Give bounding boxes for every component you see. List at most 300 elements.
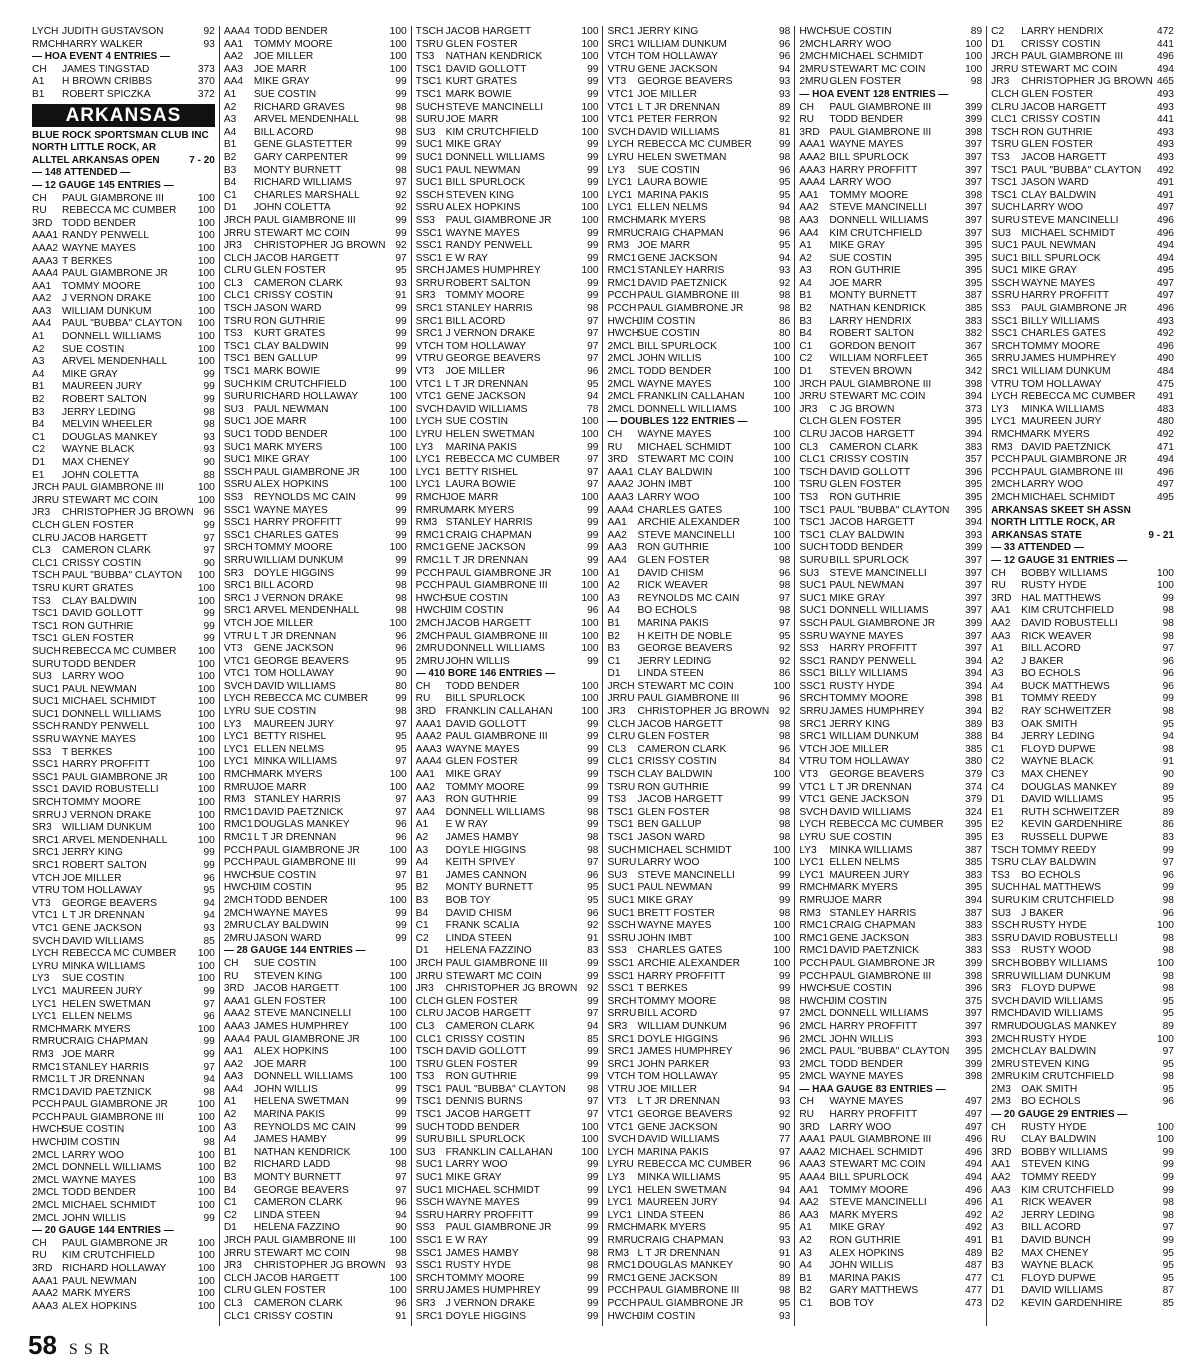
result-row <box>799 152 982 165</box>
score: 99 <box>395 517 407 529</box>
result-row <box>416 1311 599 1324</box>
result-row <box>607 668 790 681</box>
score: 490 <box>1156 353 1174 365</box>
result-row <box>991 920 1174 933</box>
score: 99 <box>587 655 599 667</box>
score: 100 <box>581 567 599 579</box>
result-row <box>224 568 407 581</box>
shooter-name: JOHN WILLIS <box>829 1260 894 1272</box>
result-row <box>416 442 599 455</box>
shooter-name: DONNELL WILLIAMS <box>253 1071 354 1083</box>
score: 96 <box>778 567 791 579</box>
class-code: C1 <box>799 1297 813 1309</box>
shooter-name: TOMMY MOORE <box>1021 340 1101 352</box>
class-code: RMC1 <box>607 265 637 277</box>
class-code: VTC1 <box>607 101 634 113</box>
shooter-name: MICHAEL SCHMIDT <box>445 1184 540 1196</box>
result-row <box>799 416 982 429</box>
result-row <box>799 114 982 127</box>
result-row <box>799 593 982 606</box>
result-row <box>416 530 599 543</box>
score: 99 <box>587 441 599 453</box>
result-row <box>991 996 1174 1009</box>
score: 80 <box>778 328 791 340</box>
class-code: RMRU <box>223 781 255 793</box>
score: 99 <box>587 781 599 793</box>
score: 100 <box>197 708 215 720</box>
shooter-name: MICHAEL SCHMIDT <box>829 1146 924 1158</box>
result-row <box>607 895 790 908</box>
result-row <box>416 769 599 782</box>
result-row <box>224 555 407 568</box>
class-code: VTC1 <box>607 114 634 126</box>
score: 89 <box>970 26 983 37</box>
shooter-name: HELENA FAZZINO <box>445 945 532 957</box>
shooter-name: BOB TOY <box>445 894 491 906</box>
class-code: C1 <box>223 1197 237 1209</box>
class-code: AA4 <box>223 1083 244 1095</box>
result-row <box>224 983 407 996</box>
class-code: AA3 <box>991 1184 1011 1196</box>
result-row <box>799 756 982 769</box>
shooter-name: HELEN SWETMAN <box>637 151 727 163</box>
shooter-name: SUE COSTIN <box>637 328 700 340</box>
result-row <box>32 1137 215 1150</box>
score: 472 <box>1156 26 1174 37</box>
result-row <box>224 190 407 203</box>
shooter-name: DONNELL WILLIAMS <box>637 403 737 415</box>
shooter-name: GENE JACKSON <box>253 643 334 655</box>
shooter-name: ROBERT SALTON <box>62 860 147 871</box>
result-row <box>416 731 599 744</box>
score: 497 <box>1156 479 1174 491</box>
shooter-name: GEORGE BEAVERS <box>445 353 541 365</box>
shooter-name: SUE COSTIN <box>253 957 317 969</box>
result-row <box>607 404 790 417</box>
shooter-name: ALEX HOPKINS <box>253 479 329 491</box>
result-row <box>224 39 407 52</box>
score: 90 <box>1162 769 1174 781</box>
shooter-name: CRISSY COSTIN <box>253 290 333 302</box>
shoot-info: NORTH LITTLE ROCK, AR <box>32 142 157 154</box>
result-row <box>607 1071 790 1084</box>
score: 95 <box>1162 1272 1174 1284</box>
result-row <box>32 1150 215 1163</box>
class-code: SRC1 <box>607 38 635 50</box>
shooter-name: JACOB HARGETT <box>1021 151 1107 163</box>
result-row <box>607 1235 790 1248</box>
class-code: RU <box>415 693 431 705</box>
score: 100 <box>773 844 791 856</box>
class-code: RU <box>32 205 47 217</box>
shooter-name: PAUL GIAMBRONE III <box>445 580 548 592</box>
shooter-name: WILLIAM DUNKUM <box>1021 366 1111 378</box>
score: 95 <box>1162 718 1174 730</box>
class-code: SUC1 <box>607 907 635 919</box>
result-row <box>224 933 407 946</box>
result-row <box>991 1096 1174 1109</box>
shooter-name: PETER FERRON <box>637 114 718 126</box>
class-code: VTRU <box>607 1083 636 1095</box>
result-row <box>416 505 599 518</box>
shooter-name: JIM COSTIN <box>445 605 504 617</box>
result-row <box>224 228 407 241</box>
score: 493 <box>1156 126 1174 138</box>
shooter-name: MAUREEN JURY <box>62 985 143 997</box>
score: 99 <box>587 76 599 88</box>
score: 99 <box>587 769 599 781</box>
class-code: AA2 <box>607 529 627 541</box>
score: 99 <box>395 932 407 944</box>
class-code: C2 <box>799 353 813 365</box>
shooter-name: CHARLES GATES <box>1021 328 1106 340</box>
result-row <box>799 1122 982 1135</box>
shooter-name: JOE MARR <box>445 114 499 126</box>
score: 100 <box>197 1149 215 1161</box>
class-code: SS3 <box>223 491 244 503</box>
score: 497 <box>1156 290 1174 302</box>
class-code: TSC1 <box>991 189 1018 201</box>
result-row <box>991 265 1174 278</box>
class-code: C1 <box>223 189 237 201</box>
result-row <box>224 26 407 39</box>
score: 97 <box>395 1184 407 1196</box>
result-row <box>32 381 215 394</box>
class-code: B2 <box>223 1159 237 1171</box>
result-row <box>416 933 599 946</box>
result-row <box>991 794 1174 807</box>
result-row <box>32 457 215 470</box>
shooter-name: DAVID WILLIAMS <box>637 1134 720 1146</box>
result-row <box>416 693 599 706</box>
shooter-name: REBECCA MC CUMBER <box>445 454 560 466</box>
score: 99 <box>587 1235 599 1246</box>
result-row <box>991 177 1174 190</box>
shooter-name: BETTY RISHEL <box>253 731 327 743</box>
shooter-name: HELENA SWETMAN <box>253 1096 349 1108</box>
shooter-name: PAUL NEWMAN <box>62 683 137 695</box>
score: 94 <box>778 1184 791 1196</box>
score: 99 <box>778 882 791 894</box>
shooter-name: LAURA BOWIE <box>637 177 708 189</box>
class-code: D1 <box>607 668 621 680</box>
result-row <box>607 605 790 618</box>
result-row <box>224 593 407 606</box>
result-row <box>607 580 790 593</box>
shooter-name: MARINA PAKIS <box>445 441 517 453</box>
score: 100 <box>197 973 215 985</box>
class-code: TSC1 <box>799 529 826 541</box>
shooter-name: BILL ACORD <box>1021 643 1081 655</box>
class-code: LYC1 <box>607 177 633 189</box>
class-code: SU3 <box>415 126 436 138</box>
result-row <box>607 568 790 581</box>
score: 496 <box>1156 227 1174 239</box>
class-code: AA1 <box>223 1046 244 1058</box>
results-column <box>220 26 412 1326</box>
class-code: AA2 <box>991 617 1011 629</box>
class-code: SVCH <box>991 995 1020 1007</box>
score: 496 <box>1156 214 1174 226</box>
score: 100 <box>581 630 599 642</box>
class-code: CLRU <box>223 1285 252 1297</box>
shooter-name: TOMMY REEDY <box>1021 844 1097 856</box>
shooter-name: L T JR DRENNAN <box>253 832 337 843</box>
result-row <box>416 819 599 832</box>
score: 98 <box>1162 1197 1174 1209</box>
class-code: 3RD <box>607 454 628 466</box>
class-code: JRCH <box>223 1235 251 1246</box>
score: 99 <box>395 1121 407 1133</box>
class-code: RMCH <box>415 491 447 503</box>
shooter-name: DAVID PAETZNICK <box>1021 441 1111 453</box>
score: 383 <box>965 932 983 944</box>
shooter-name: C JG BROWN <box>829 403 895 415</box>
shooter-name: CAMERON CLARK <box>637 743 727 755</box>
score: 100 <box>773 441 791 453</box>
shooter-name: BILL SPURLOCK <box>637 340 717 352</box>
score: 99 <box>203 847 215 859</box>
result-row <box>224 492 407 505</box>
shooter-name: PAUL GIAMBRONE III <box>62 1111 164 1123</box>
result-row <box>416 1197 599 1210</box>
class-code: CH <box>32 1237 47 1249</box>
class-code: PCCH <box>799 970 829 982</box>
score: 100 <box>389 542 407 554</box>
result-row <box>799 1222 982 1235</box>
score: 97 <box>395 869 407 881</box>
class-code: RMRU <box>415 504 447 516</box>
score: 99 <box>587 227 599 239</box>
result-row <box>799 278 982 291</box>
result-row <box>32 1162 215 1175</box>
score: 100 <box>773 529 791 541</box>
result-row <box>416 467 599 480</box>
shoot-title-line <box>32 155 215 168</box>
shooter-name: WILLIAM DUNKUM <box>1021 970 1111 982</box>
score: 99 <box>587 517 599 529</box>
shooter-name: STEWART MC COIN <box>253 1247 350 1259</box>
class-code: A3 <box>991 1222 1004 1234</box>
score: 99 <box>395 328 407 340</box>
score: 98 <box>778 819 791 831</box>
class-code: B4 <box>415 907 429 919</box>
class-code: SRCH <box>415 1272 445 1284</box>
score: 397 <box>965 605 983 617</box>
class-code: SR3 <box>991 983 1011 995</box>
result-row <box>416 882 599 895</box>
result-row <box>224 152 407 165</box>
result-row <box>799 782 982 795</box>
class-code: 2M3 <box>991 1083 1011 1095</box>
shooter-name: REBECCA MC CUMBER <box>62 645 177 657</box>
shooter-name: JAMES HUMPHREY <box>445 1285 541 1297</box>
result-row <box>607 845 790 858</box>
score: 96 <box>395 1197 407 1209</box>
score: 95 <box>778 177 791 189</box>
class-code: CLCH <box>415 995 444 1007</box>
score: 484 <box>1156 366 1174 378</box>
score: 99 <box>203 633 215 645</box>
score: 100 <box>1156 580 1174 592</box>
result-row <box>607 1084 790 1097</box>
shooter-name: JASON WARD <box>1021 177 1089 189</box>
class-code: LYC1 <box>607 1197 633 1209</box>
class-code: TS3 <box>415 51 435 63</box>
score: 100 <box>197 1124 215 1136</box>
class-code: RMC1 <box>223 819 253 831</box>
shooter-name: TODD BENDER <box>253 429 328 440</box>
score: 100 <box>389 970 407 982</box>
score: 97 <box>778 1008 791 1020</box>
class-code: TSC1 <box>223 353 250 365</box>
class-code: CH <box>223 957 239 969</box>
score: 100 <box>773 378 791 390</box>
result-row <box>607 89 790 102</box>
score: 98 <box>1162 983 1174 995</box>
class-code: VTC1 <box>799 781 826 793</box>
shooter-name: FLOYD DUPWE <box>1021 983 1096 995</box>
shooter-name: GLEN FOSTER <box>445 995 518 1007</box>
shooter-name: KEVIN GARDENHIRE <box>1021 819 1123 831</box>
shooter-name: JOE MILLER <box>62 872 122 884</box>
class-code: A2 <box>991 655 1004 667</box>
score: 99 <box>203 1048 215 1060</box>
score: 100 <box>197 242 215 254</box>
result-row <box>607 996 790 1009</box>
result-row <box>991 782 1174 795</box>
result-row <box>32 1250 215 1263</box>
shooter-name: JUDITH GUSTAVSON <box>62 26 164 37</box>
class-code: JR3 <box>223 240 242 252</box>
result-row <box>799 127 982 140</box>
score: 95 <box>395 655 407 667</box>
score: 99 <box>395 340 407 352</box>
score: 99 <box>778 869 791 881</box>
score: 395 <box>965 240 983 252</box>
class-code: 3RD <box>991 1146 1012 1158</box>
score: 324 <box>965 806 983 818</box>
result-row <box>32 570 215 583</box>
shooter-name: DONNELL WILLIAMS <box>62 708 162 720</box>
score: 99 <box>587 1310 599 1322</box>
result-row <box>416 1159 599 1172</box>
score: 99 <box>395 88 407 100</box>
score: 95 <box>1162 1247 1174 1259</box>
score: 94 <box>203 897 215 909</box>
score: 94 <box>587 391 599 403</box>
shooter-name: NATHAN KENDRICK <box>253 1146 351 1158</box>
class-code: SS3 <box>991 945 1011 957</box>
score: 100 <box>197 948 215 960</box>
score: 100 <box>773 429 791 440</box>
result-row <box>32 533 215 546</box>
score: 494 <box>1156 63 1174 75</box>
score: 96 <box>203 1011 215 1023</box>
shooter-name: CLAY BALDWIN <box>1021 1046 1097 1058</box>
shooter-name: DAVID WILLIAMS <box>1021 995 1104 1007</box>
shooter-name: JERRY LEDING <box>637 655 712 667</box>
score: 100 <box>389 429 407 440</box>
result-row <box>224 341 407 354</box>
shooter-name: CRISSY COSTIN <box>829 454 909 466</box>
class-code: SU3 <box>32 671 52 683</box>
result-row <box>224 316 407 329</box>
result-row <box>799 731 982 744</box>
shooter-name: RANDY PENWELL <box>62 721 149 733</box>
class-code: AA1 <box>799 189 819 201</box>
result-row <box>416 1134 599 1147</box>
event-header: — HAA GAUGE 83 ENTRIES — <box>799 1083 946 1095</box>
score: 99 <box>395 1134 407 1146</box>
score: 399 <box>965 101 983 113</box>
shooter-name: PAUL GIAMBRONE III <box>637 290 740 302</box>
score: 100 <box>389 957 407 969</box>
result-row <box>224 1159 407 1172</box>
shooter-name: WAYNE MAYES <box>829 139 904 151</box>
shooter-name: MARK MYERS <box>445 504 515 516</box>
result-row <box>799 328 982 341</box>
result-row <box>416 353 599 366</box>
class-code: 2MCL <box>799 1071 827 1083</box>
result-row <box>607 1034 790 1047</box>
shooter-name: JIM COSTIN <box>253 882 312 894</box>
class-code: CH <box>991 567 1006 579</box>
class-code: AAA1 <box>415 718 442 730</box>
score: 94 <box>203 910 215 922</box>
score: 100 <box>389 1033 407 1045</box>
result-row <box>416 1210 599 1223</box>
score: 397 <box>965 177 983 189</box>
shooter-name: RON GUTHRIE <box>829 1235 901 1246</box>
shooter-name: MONTY BURNETT <box>829 290 917 302</box>
score: 100 <box>197 343 215 355</box>
class-code: A1 <box>799 1222 812 1234</box>
score: 87 <box>1162 1285 1174 1297</box>
score: 99 <box>778 794 791 806</box>
result-row <box>799 1210 982 1223</box>
score: 100 <box>581 101 599 113</box>
shooter-name: GENE JACKSON <box>445 542 526 554</box>
shooter-name: REBECCA MC CUMBER <box>829 819 944 831</box>
class-code: AA2 <box>223 1058 244 1070</box>
class-code: SRRU <box>991 970 1021 982</box>
class-code: SRC1 <box>607 1058 635 1070</box>
results-column <box>28 26 220 1326</box>
shooter-name: DONNELL WILLIAMS <box>829 605 929 617</box>
event-header: — 12 GAUGE 31 ENTRIES — <box>991 554 1128 566</box>
score: 99 <box>395 151 407 163</box>
result-row <box>32 910 215 923</box>
shooter-name: STEVE MANCINELLI <box>1021 214 1119 226</box>
shooter-name: RUSTY WOOD <box>1021 945 1092 957</box>
score: 100 <box>197 305 215 317</box>
result-row <box>607 1159 790 1172</box>
shoot-title-line <box>991 530 1174 543</box>
score: 99 <box>1162 882 1174 894</box>
score: 494 <box>1156 252 1174 264</box>
class-code: SRCH <box>415 265 445 277</box>
score: 396 <box>965 466 983 478</box>
score: 98 <box>778 580 791 592</box>
result-row <box>799 1298 982 1311</box>
class-code: SUC1 <box>32 683 60 695</box>
class-code: LY3 <box>223 718 242 730</box>
class-code: AAA3 <box>607 491 634 503</box>
shooter-name: PAUL GIAMBRONE JR <box>829 617 936 629</box>
class-code: SRC1 <box>223 580 252 592</box>
shooter-name: MINKA WILLIAMS <box>829 844 913 856</box>
